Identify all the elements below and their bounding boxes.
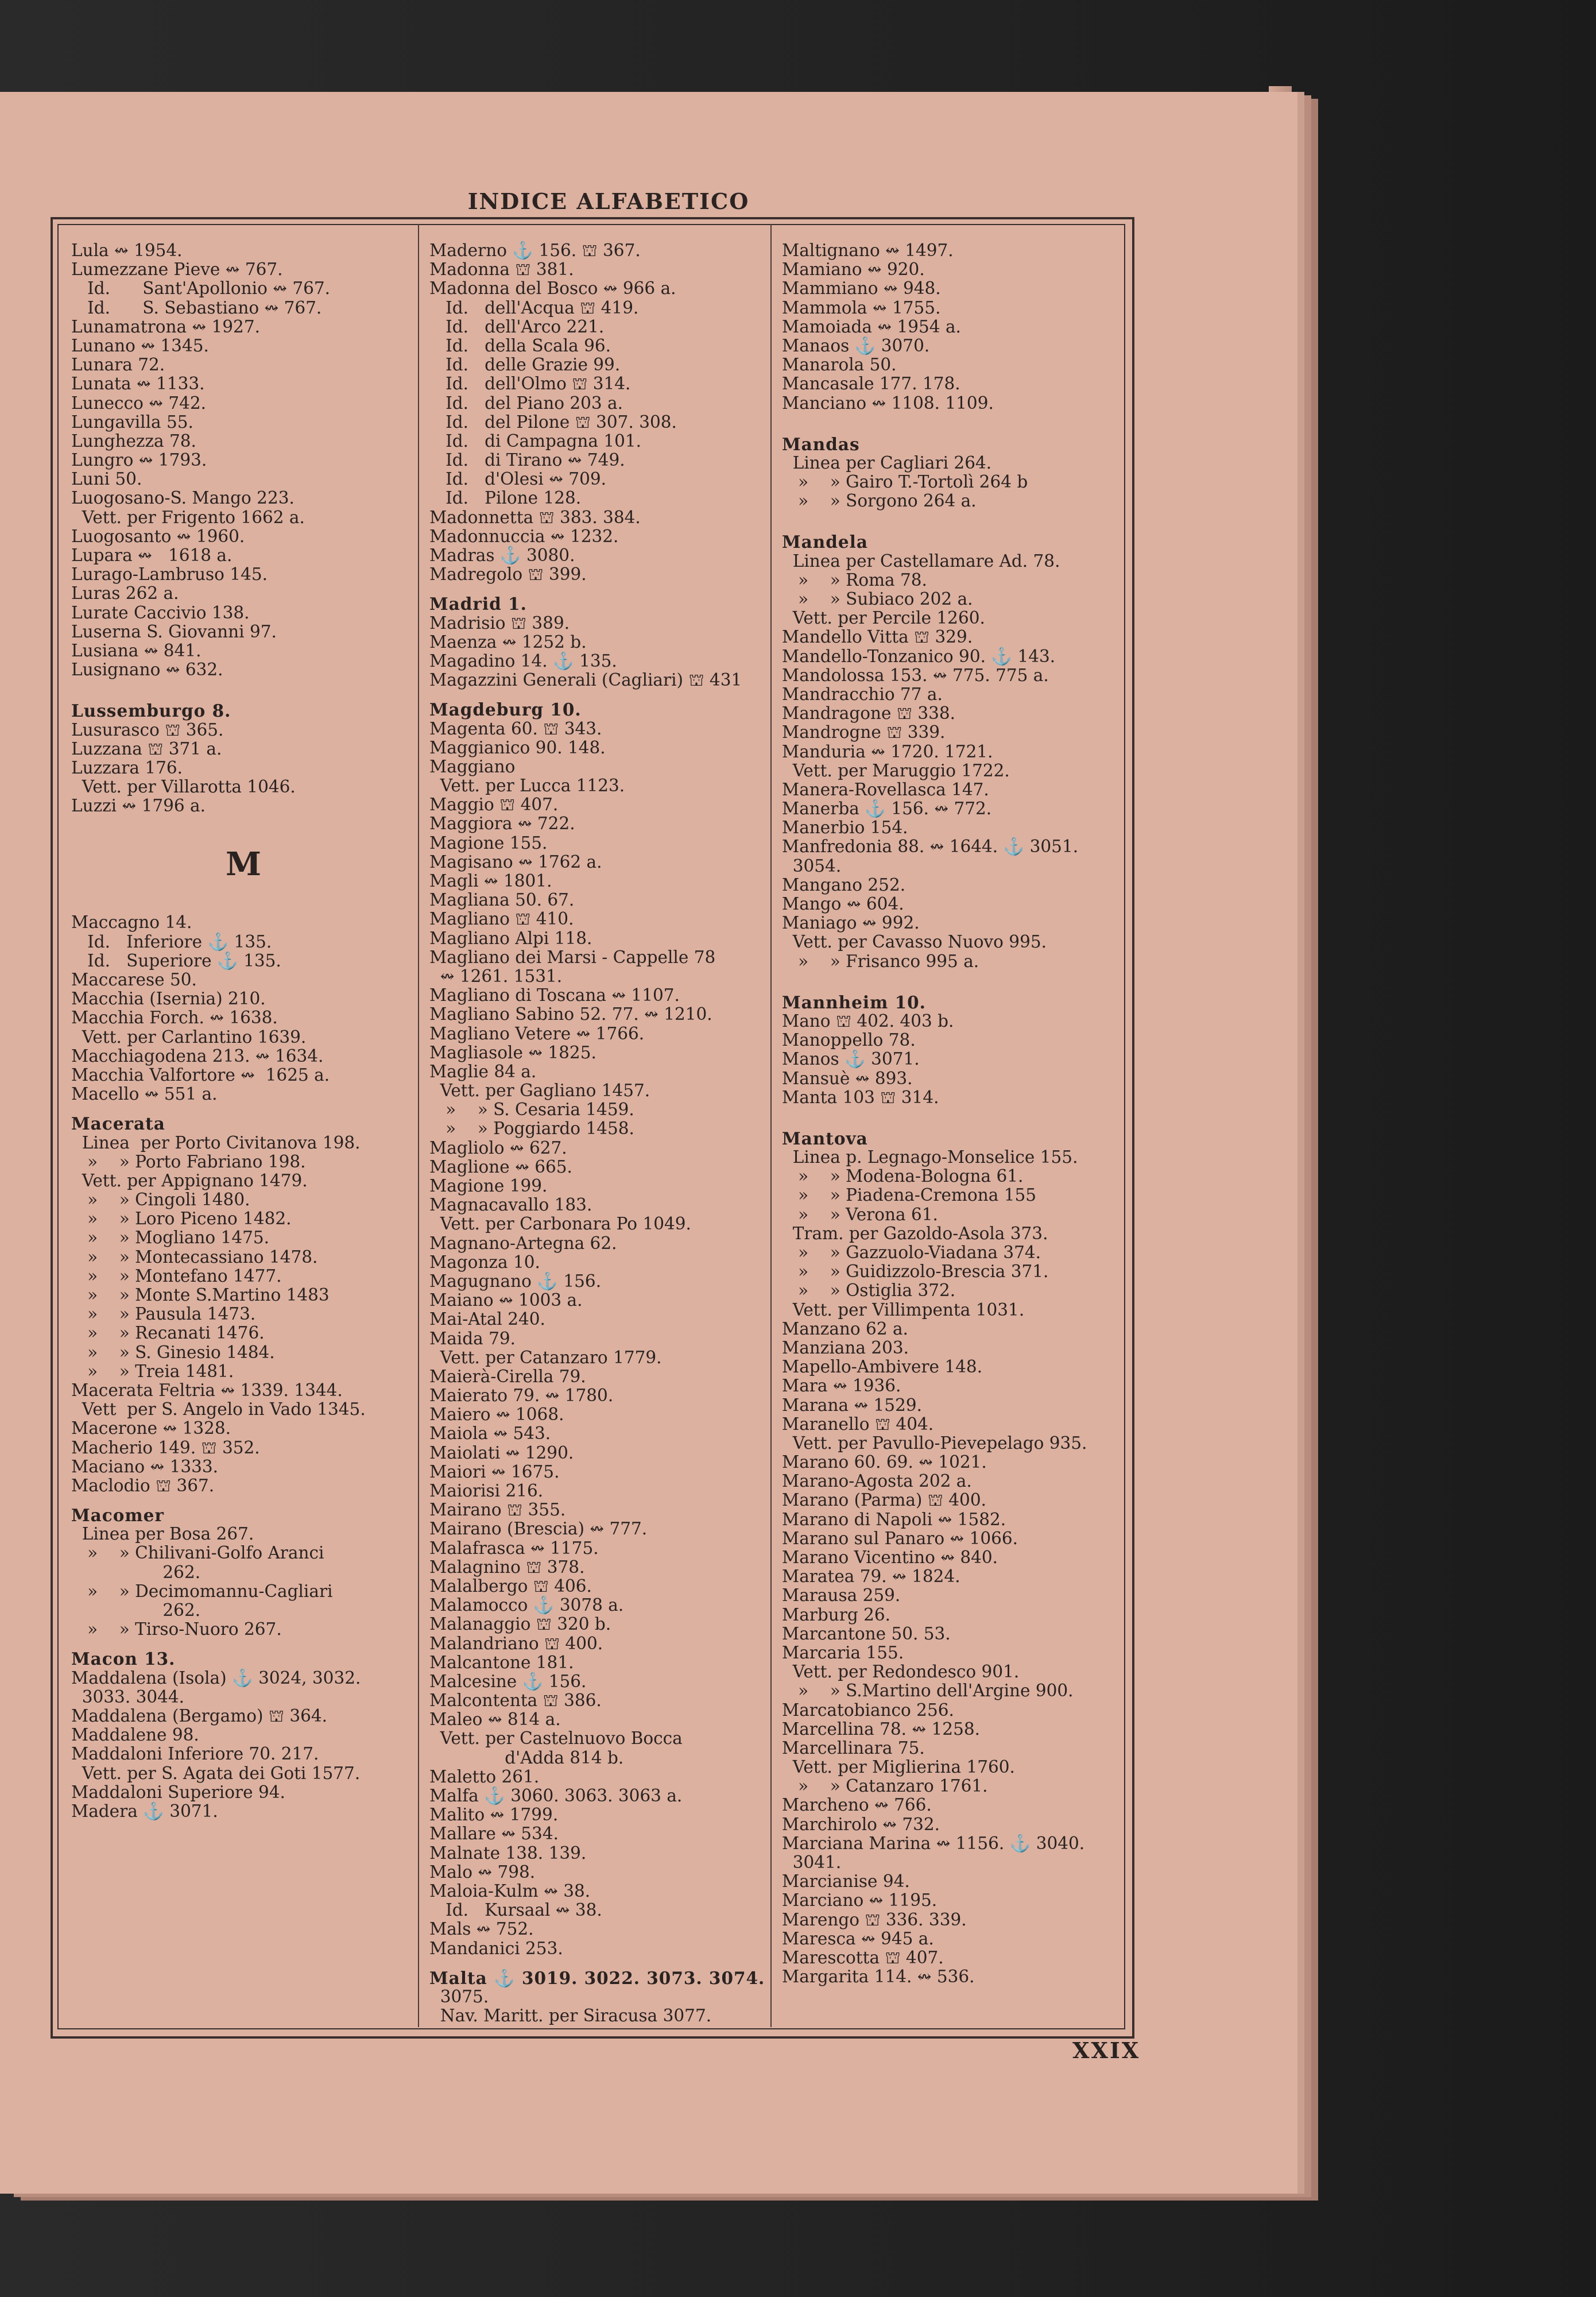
index-entry: Malcesine ⚓ 156. (429, 1671, 587, 1691)
index-entry: Maltignano ↭ 1497. (782, 241, 954, 260)
index-entry: Magli ↭ 1801. (429, 871, 552, 891)
index-entry: Maglione ↭ 665. (429, 1157, 572, 1177)
index-heading: Malta ⚓ 3019. 3022. 3073. 3074. (429, 1967, 765, 1988)
index-entry: d'Adda 814 b. (429, 1747, 624, 1768)
index-entry: Maiano ↭ 1003 a. (429, 1290, 583, 1310)
index-entry: 3033. 3044. (71, 1687, 185, 1707)
index-entry: Id. della Scala 96. (429, 335, 611, 355)
index-entry: Id. di Tirano ↭ 749. (429, 450, 625, 470)
index-entry: Madonnetta ⛫ 383. 384. (429, 507, 641, 527)
index-entry: Maggianico 90. 148. (429, 737, 606, 757)
index-entry: Malcontenta ⛫ 386. (429, 1691, 602, 1711)
index-entry: » » Subiaco 202 a. (782, 589, 973, 609)
index-entry: Marcheno ↭ 766. (782, 1795, 932, 1815)
index-entry: Magnacavallo 183. (429, 1195, 592, 1215)
index-entry: Macchia Valfortore ↭ 1625 a. (71, 1065, 330, 1085)
index-entry: Marcatobianco 256. (782, 1700, 954, 1720)
index-entry: 3054. (782, 856, 842, 876)
index-entry: Macerone ↭ 1328. (71, 1418, 231, 1438)
index-entry: Mangano 252. (782, 875, 906, 895)
index-entry: Malafrasca ↭ 1175. (429, 1538, 599, 1558)
index-entry: Magazzini Generali (Cagliari) ⛫ 431 (429, 670, 742, 690)
index-entry: » » Treia 1481. (71, 1361, 234, 1381)
index-entry: Mandello Vitta ⛫ 329. (782, 627, 973, 647)
index-entry: Lungro ↭ 1793. (71, 450, 207, 470)
index-entry: Mammola ↭ 1755. (782, 297, 941, 318)
index-entry: Lurate Caccivio 138. (71, 602, 250, 622)
index-entry: Magliano dei Marsi - Cappelle 78 (429, 947, 716, 967)
index-entry: » » Gazzuolo-Viadana 374. (782, 1243, 1041, 1262)
index-heading: Macon 13. (71, 1649, 176, 1669)
index-entry: Lula ↭ 1954. (71, 241, 183, 260)
index-entry: Malcantone 181. (429, 1652, 574, 1672)
index-entry: Vett. per Lucca 1123. (429, 776, 625, 796)
index-entry: Maierà-Cirella 79. (429, 1366, 586, 1386)
spacer (71, 679, 416, 691)
index-entry: Magonza 10. (429, 1252, 540, 1272)
index-entry: Mansuè ↭ 893. (782, 1068, 913, 1088)
index-column-1 (71, 241, 416, 1821)
index-entry: Maleo ↭ 814 a. (429, 1710, 561, 1730)
index-entry: Malamocco ⚓ 3078 a. (429, 1595, 624, 1615)
index-entry: Lunamatrona ↭ 1927. (71, 316, 260, 337)
index-entry: Mamiano ↭ 920. (782, 260, 925, 280)
index-entry: Magadino 14. ⚓ 135. (429, 651, 617, 671)
index-entry: Maclodio ⛫ 367. (71, 1475, 215, 1495)
index-entry: Maiorisi 216. (429, 1481, 544, 1501)
index-entry: Malandriano ⛫ 400. (429, 1633, 603, 1653)
index-entry: Magliana 50. 67. (429, 890, 575, 910)
index-entry: Madonna del Bosco ↭ 966 a. (429, 279, 676, 299)
index-entry: Marcellinara 75. (782, 1738, 925, 1758)
index-entry: Vett. per Redondesco 901. (782, 1662, 1020, 1682)
index-entry: Tram. per Gazoldo-Asola 373. (782, 1223, 1048, 1243)
index-entry: Madrisio ⛫ 389. (429, 613, 570, 633)
index-entry: Manta 103 ⛫ 314. (782, 1087, 939, 1107)
index-entry: » » Porto Fabriano 198. (71, 1151, 306, 1171)
index-entry: Malagnino ⛫ 378. (429, 1557, 585, 1577)
index-entry: » » Mogliano 1475. (71, 1228, 270, 1248)
index-entry: Manoppello 78. (782, 1030, 916, 1050)
index-entry: Id. Kursaal ↭ 38. (429, 1900, 602, 1920)
index-entry: Vett. per Miglierina 1760. (782, 1757, 1015, 1777)
index-entry: Lusurasco ⛫ 365. (71, 720, 224, 740)
index-entry: Linea per Cagliari 264. (782, 453, 992, 473)
index-entry: Magliano di Toscana ↭ 1107. (429, 985, 680, 1006)
index-entry: Lunano ↭ 1345. (71, 335, 209, 355)
index-entry: Mara ↭ 1936. (782, 1376, 901, 1396)
index-entry: Malito ↭ 1799. (429, 1805, 559, 1825)
index-entry: Luras 262 a. (71, 583, 179, 604)
index-entry: Madras ⚓ 3080. (429, 546, 575, 565)
index-entry: Manerbio 154. (782, 818, 908, 838)
index-entry: Mandracchio 77 a. (782, 684, 943, 704)
index-entry: 262. (71, 1600, 201, 1620)
index-entry: Vett. per Carbonara Po 1049. (429, 1214, 691, 1234)
index-entry: Malo ↭ 798. (429, 1862, 536, 1882)
index-entry: Macchia (Isernia) 210. (71, 989, 266, 1009)
index-entry: Manciano ↭ 1108. 1109. (782, 393, 994, 413)
index-entry: » » S. Cesaria 1459. (429, 1100, 634, 1120)
index-entry: Luogosanto ↭ 1960. (71, 526, 245, 546)
index-entry: Manos ⚓ 3071. (782, 1049, 920, 1069)
index-entry: » » Roma 78. (782, 570, 927, 590)
index-entry: Marchirolo ↭ 732. (782, 1814, 940, 1834)
index-entry: Mandragone ⛫ 338. (782, 703, 956, 724)
index-entry: Id. d'Olesi ↭ 709. (429, 469, 606, 489)
index-entry: » » Catanzaro 1761. (782, 1776, 988, 1796)
spacer (782, 511, 1126, 522)
index-entry: Vett. per Percile 1260. (782, 608, 985, 628)
index-entry: Marausa 259. (782, 1586, 901, 1606)
index-entry: » » S.Martino dell'Argine 900. (782, 1681, 1074, 1701)
index-heading: Madrid 1. (429, 594, 527, 614)
index-entry: Marengo ⛫ 336. 339. (782, 1909, 967, 1929)
index-entry: » » Ostiglia 372. (782, 1281, 956, 1301)
index-entry: 262. (71, 1562, 201, 1582)
index-entry: Id. del Piano 203 a. (429, 393, 623, 413)
index-entry: Lusignano ↭ 632. (71, 660, 223, 680)
index-entry: Marano-Agosta 202 a. (782, 1471, 972, 1491)
index-entry: Maranello ⛫ 404. (782, 1414, 934, 1434)
index-entry: Marano sul Panaro ↭ 1066. (782, 1528, 1018, 1548)
index-entry: Marciano ↭ 1195. (782, 1890, 938, 1911)
index-entry: Id. delle Grazie 99. (429, 355, 621, 375)
index-entry: Maddaloni Inferiore 70. 217. (71, 1744, 319, 1764)
index-entry: Mallare ↭ 534. (429, 1824, 559, 1844)
index-heading: Mandas (782, 434, 860, 454)
index-entry: Magliano Sabino 52. 77. ↭ 1210. (429, 1004, 712, 1024)
index-entry: Magliano Vetere ↭ 1766. (429, 1023, 645, 1043)
index-entry: » » Poggiardo 1458. (429, 1119, 634, 1139)
index-entry: Marcianise 94. (782, 1871, 910, 1892)
index-entry: Marciana Marina ↭ 1156. ⚓ 3040. (782, 1833, 1085, 1853)
index-entry: Mancasale 177. 178. (782, 374, 960, 394)
index-entry: Mano ⛫ 402. 403 b. (782, 1011, 954, 1031)
index-entry: Maddalena (Isola) ⚓ 3024, 3032. (71, 1668, 361, 1688)
index-entry: Marano 60. 69. ↭ 1021. (782, 1452, 987, 1472)
index-entry: Vett. per Villimpenta 1031. (782, 1300, 1025, 1320)
index-entry: Luserna S. Giovanni 97. (71, 621, 277, 641)
index-entry: Vett. per Appignano 1479. (71, 1170, 308, 1190)
index-entry: Maiori ↭ 1675. (429, 1461, 560, 1482)
index-entry: » » Pausula 1473. (71, 1304, 256, 1324)
index-entry: Linea p. Legnago-Monselice 155. (782, 1147, 1078, 1167)
index-entry: Maiero ↭ 1068. (429, 1405, 564, 1425)
index-entry: » » Cingoli 1480. (71, 1190, 250, 1210)
index-entry: Marano Vicentino ↭ 840. (782, 1548, 998, 1567)
index-entry: Vett. per Gagliano 1457. (429, 1081, 650, 1101)
index-entry: Manaos ⚓ 3070. (782, 335, 930, 355)
index-entry: Vett. per Pavullo-Pievepelago 935. (782, 1433, 1087, 1453)
index-entry: Mai-Atal 240. (429, 1309, 545, 1329)
index-entry: Madregolo ⛫ 399. (429, 564, 587, 585)
index-entry: Lunecco ↭ 742. (71, 393, 207, 413)
index-entry: Mairano (Brescia) ↭ 777. (429, 1519, 648, 1539)
index-entry: » » Verona 61. (782, 1204, 938, 1224)
index-entry: » » Montefano 1477. (71, 1266, 282, 1286)
index-entry: Maletto 261. (429, 1766, 540, 1786)
index-entry: Maiola ↭ 543. (429, 1424, 551, 1444)
index-entry: 3075. (429, 1986, 489, 2006)
index-column-2 (429, 241, 774, 2025)
section-letter: M (226, 845, 261, 884)
index-entry: Mandanici 253. (429, 1938, 563, 1958)
index-heading: Magdeburg 10. (429, 699, 582, 720)
index-entry: Lunghezza 78. (71, 431, 196, 451)
index-entry: Vett. per Frigento 1662 a. (71, 507, 305, 527)
index-entry: Linea per Bosa 267. (71, 1524, 254, 1544)
index-column-3 (782, 241, 1126, 1986)
index-entry: Maddalene 98. (71, 1725, 199, 1745)
index-entry: Vett per S. Angelo in Vado 1345. (71, 1399, 366, 1420)
index-entry: Macherio 149. ⛫ 352. (71, 1437, 260, 1457)
index-entry: Mandolossa 153. ↭ 775. 775 a. (782, 665, 1049, 685)
index-entry: Madonnuccia ↭ 1232. (429, 526, 619, 546)
index-entry: Magione 155. (429, 833, 548, 853)
index-entry: Vett. per S. Agata dei Goti 1577. (71, 1763, 361, 1783)
index-entry: Id. del Pilone ⛫ 307. 308. (429, 412, 677, 432)
index-entry: Maddalena (Bergamo) ⛫ 364. (71, 1706, 328, 1726)
index-entry: Maiolati ↭ 1290. (429, 1443, 574, 1463)
index-entry: Macchia Forch. ↭ 1638. (71, 1008, 278, 1028)
index-entry: » » Guidizzolo-Brescia 371. (782, 1262, 1049, 1282)
index-entry: » » S. Ginesio 1484. (71, 1342, 275, 1362)
index-entry: Maida 79. (429, 1328, 516, 1348)
index-entry: Manerba ⚓ 156. ↭ 772. (782, 799, 992, 819)
index-entry: Lungavilla 55. (71, 412, 193, 432)
index-entry: Magugnano ⚓ 156. (429, 1271, 602, 1291)
index-entry: Maloia-Kulm ↭ 38. (429, 1881, 591, 1901)
index-entry: Id. Sant'Apollonio ↭ 767. (71, 279, 330, 299)
index-entry: Lumezzane Pieve ↭ 767. (71, 260, 283, 280)
index-entry: Id. Pilone 128. (429, 488, 582, 508)
index-entry: Vett. per Villarotta 1046. (71, 777, 296, 797)
column-divider (418, 224, 419, 2027)
index-entry: Linea per Porto Civitanova 198. (71, 1132, 361, 1153)
index-entry: Mammiano ↭ 948. (782, 279, 941, 299)
index-entry: Maratea 79. ↭ 1824. (782, 1567, 960, 1587)
index-entry: Luogosano-S. Mango 223. (71, 488, 295, 508)
index-entry: Maggiano (429, 756, 516, 776)
index-entry: Vett. per Catanzaro 1779. (429, 1347, 662, 1367)
index-entry: 3041. (782, 1853, 842, 1872)
index-entry: ↭ 1261. 1531. (429, 966, 563, 986)
index-entry: Lusiana ↭ 841. (71, 640, 202, 660)
index-entry: » » Frisanco 995 a. (782, 951, 979, 971)
index-entry: Lunara 72. (71, 355, 165, 375)
index-entry: Magliano ⛫ 410. (429, 909, 574, 929)
index-entry: Madera ⚓ 3071. (71, 1801, 218, 1821)
index-entry: Marana ↭ 1529. (782, 1395, 922, 1415)
index-entry: Manzano 62 a. (782, 1318, 908, 1339)
index-entry: Manarola 50. (782, 355, 897, 375)
index-entry: Mamoiada ↭ 1954 a. (782, 316, 961, 337)
index-entry: Marburg 26. (782, 1604, 891, 1625)
index-entry: Luzzara 176. (71, 757, 183, 778)
index-entry: Id. dell'Arco 221. (429, 316, 605, 337)
index-entry: Maenza ↭ 1252 b. (429, 632, 587, 652)
index-entry: Id. S. Sebastiano ↭ 767. (71, 297, 322, 318)
index-entry: » » Modena-Bologna 61. (782, 1166, 1024, 1186)
index-entry: Macerata Feltria ↭ 1339. 1344. (71, 1380, 343, 1400)
index-entry: Malanaggio ⛫ 320 b. (429, 1614, 611, 1634)
index-entry: » » Loro Piceno 1482. (71, 1209, 292, 1229)
index-entry: Magliasole ↭ 1825. (429, 1042, 596, 1062)
index-entry: Marcaria 155. (782, 1642, 904, 1662)
index-entry: Margarita 114. ↭ 536. (782, 1967, 975, 1987)
index-entry: » » Recanati 1476. (71, 1323, 265, 1343)
index-entry: » » Monte S.Martino 1483 (71, 1285, 330, 1305)
index-heading: Lussemburgo 8. (71, 701, 231, 721)
index-entry: Marescotta ⛫ 407. (782, 1947, 944, 1967)
index-entry: Manfredonia 88. ↭ 1644. ⚓ 3051. (782, 837, 1079, 857)
index-entry: Nav. Maritt. per Siracusa 3077. (429, 2006, 712, 2026)
index-entry: Id. Superiore ⚓ 135. (71, 950, 281, 970)
index-entry: Mandrogne ⛫ 339. (782, 722, 946, 743)
index-entry: Magliolo ↭ 627. (429, 1138, 567, 1158)
index-heading: Mannheim 10. (782, 992, 926, 1012)
index-entry: Vett. per Castelnuovo Bocca (429, 1728, 683, 1749)
index-entry: Maccagno 14. (71, 912, 192, 933)
index-entry: » » Piadena-Cremona 155 (782, 1185, 1037, 1205)
index-entry: Maderno ⚓ 156. ⛫ 367. (429, 241, 641, 260)
page-number: XXIX (1072, 2037, 1141, 2063)
index-entry: Manera-Rovellasca 147. (782, 779, 989, 799)
index-entry: Mango ↭ 604. (782, 894, 904, 914)
index-entry: Marano (Parma) ⛫ 400. (782, 1490, 986, 1510)
index-entry: Macchiagodena 213. ↭ 1634. (71, 1046, 324, 1066)
index-entry: » » Gairo T.-Tortolì 264 b (782, 472, 1028, 492)
index-entry: Lunata ↭ 1133. (71, 374, 205, 394)
index-entry: Lupara ↭ 1618 a. (71, 546, 233, 565)
index-entry: Magnano-Artegna 62. (429, 1233, 617, 1253)
spacer (782, 413, 1126, 424)
index-entry: Marcellina 78. ↭ 1258. (782, 1719, 980, 1739)
index-entry: Mals ↭ 752. (429, 1919, 534, 1939)
index-entry: Magione 199. (429, 1176, 548, 1196)
spacer (782, 971, 1126, 983)
index-entry: Maglie 84 a. (429, 1061, 537, 1081)
index-entry: Id. Inferiore ⚓ 135. (71, 931, 272, 952)
index-entry: Marcantone 50. 53. (782, 1623, 951, 1644)
index-entry: Maresca ↭ 945 a. (782, 1928, 934, 1948)
index-entry: Id. dell'Acqua ⛫ 419. (429, 297, 639, 318)
index-entry: Manduria ↭ 1720. 1721. (782, 741, 993, 761)
index-entry: » » Montecassiano 1478. (71, 1247, 318, 1267)
index-entry: Malfa ⚓ 3060. 3063. 3063 a. (429, 1786, 683, 1805)
index-entry: Luzzana ⛫ 371 a. (71, 738, 222, 759)
index-entry: Mapello-Ambivere 148. (782, 1357, 983, 1377)
index-entry: Maddaloni Superiore 94. (71, 1782, 285, 1802)
index-entry: Maggiora ↭ 722. (429, 814, 575, 834)
page-title: INDICE ALFABETICO (467, 188, 750, 214)
index-entry: » » Decimomannu-Cagliari (71, 1581, 333, 1601)
index-heading: Macomer (71, 1505, 164, 1526)
index-entry: Maccarese 50. (71, 970, 197, 989)
index-entry: Malalbergo ⛫ 406. (429, 1576, 592, 1596)
index-entry: Malnate 138. 139. (429, 1843, 587, 1863)
index-heading: Mantova (782, 1128, 868, 1148)
index-entry: Magliano Alpi 118. (429, 928, 592, 948)
index-entry: Id. dell'Olmo ⛫ 314. (429, 374, 631, 394)
index-entry: Manziana 203. (782, 1337, 909, 1358)
spacer (782, 1107, 1126, 1119)
index-entry: Id. di Campagna 101. (429, 431, 642, 451)
index-entry: Maciano ↭ 1333. (71, 1456, 219, 1476)
index-entry: » » Chilivani-Golfo Aranci (71, 1543, 324, 1563)
index-entry: Luni 50. (71, 469, 142, 489)
index-heading: Macerata (71, 1113, 165, 1134)
index-entry: Maggio ⛫ 407. (429, 795, 559, 815)
index-entry: Mandello-Tonzanico 90. ⚓ 143. (782, 646, 1056, 666)
index-entry: Vett. per Cavasso Nuovo 995. (782, 932, 1047, 952)
index-entry: Magenta 60. ⛫ 343. (429, 718, 602, 738)
index-entry: » » Tirso-Nuoro 267. (71, 1619, 282, 1639)
index-entry: Vett. per Carlantino 1639. (71, 1027, 307, 1047)
index-entry: Maierato 79. ↭ 1780. (429, 1386, 614, 1406)
index-entry: » » Sorgono 264 a. (782, 491, 977, 511)
index-entry: Marano di Napoli ↭ 1582. (782, 1509, 1006, 1529)
index-entry: Magisano ↭ 1762 a. (429, 852, 602, 872)
index-entry: Vett. per Maruggio 1722. (782, 760, 1010, 780)
index-entry: Linea per Castellamare Ad. 78. (782, 551, 1060, 571)
index-entry: Lurago-Lambruso 145. (71, 564, 268, 585)
index-entry: Maniago ↭ 992. (782, 913, 920, 933)
index-entry: Madonna ⛫ 381. (429, 260, 574, 280)
index-entry: Luzzi ↭ 1796 a. (71, 796, 206, 816)
index-entry: Macello ↭ 551 a. (71, 1084, 218, 1104)
index-heading: Mandela (782, 532, 868, 552)
index-entry: Mairano ⛫ 355. (429, 1500, 566, 1520)
